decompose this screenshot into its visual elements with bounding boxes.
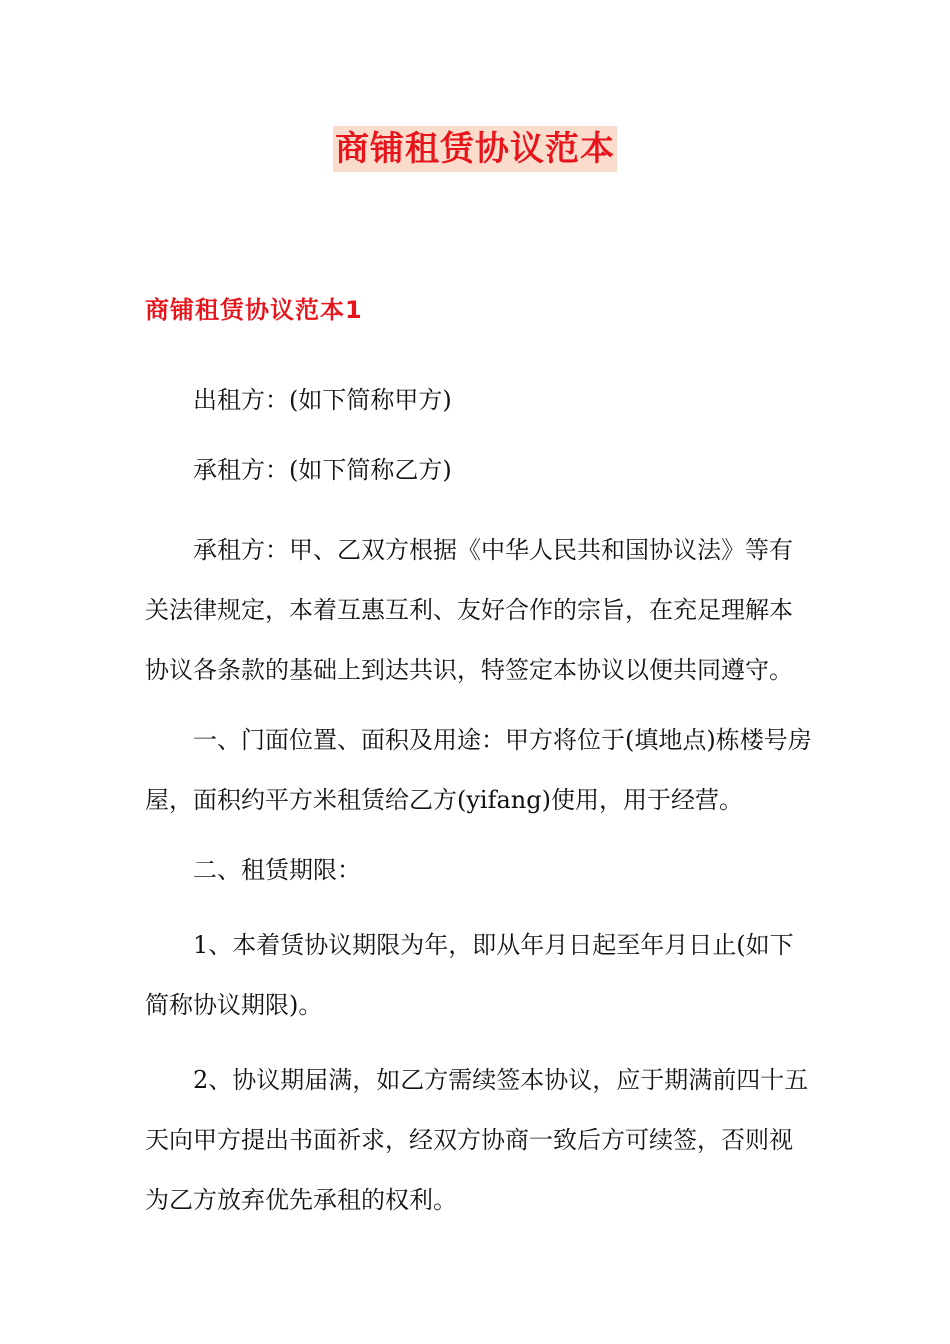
paragraph-clause-2-item-1: 1、本着赁协议期限为年，即从年月日起至年月日止(如下简称协议期限)。 bbox=[145, 931, 794, 1019]
paragraph-clause-2-heading: 二、租赁期限： bbox=[193, 856, 361, 884]
paragraph-clause-2-item-2: 2、协议期届满，如乙方需续签本协议，应于期满前四十五天向甲方提出书面祈求，经双方协商一致后方可续签，否则视为乙方放弃优先承租的权利。 bbox=[145, 1066, 809, 1214]
paragraph-lessee: 承租方：(如下简称乙方) bbox=[193, 456, 452, 484]
section-heading: 商铺租赁协议范本1 bbox=[145, 296, 363, 324]
paragraph-clause-1: 一、门面位置、面积及用途：甲方将位于(填地点)栋楼号房屋，面积约平方米租赁给乙方(yifang)使用，用于经营。 bbox=[145, 726, 812, 814]
paragraph-lessor: 出租方：(如下简称甲方) bbox=[193, 386, 452, 414]
paragraph-preamble: 承租方：甲、乙双方根据《中华人民共和国协议法》等有关法律规定，本着互惠互利、友好合作的宗旨，在充足理解本协议各条款的基础上到达共识，特签定本协议以便共同遵守。 bbox=[145, 536, 793, 684]
title-container bbox=[0, 126, 950, 172]
document-title: 商铺租赁协议范本 bbox=[333, 126, 617, 172]
